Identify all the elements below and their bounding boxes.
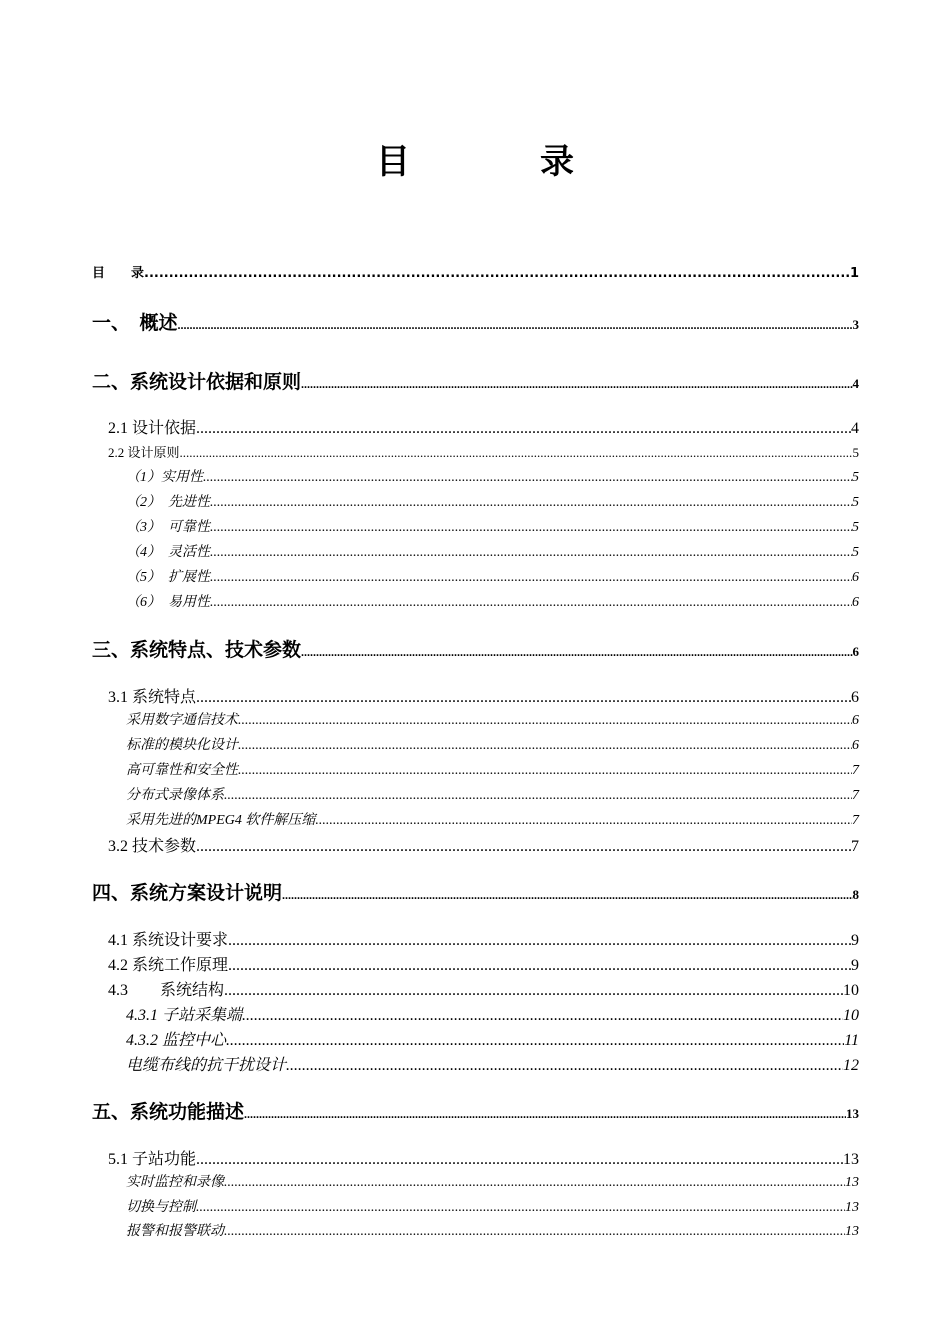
toc-label: 4.3.2 监控中心 [126,1032,227,1049]
toc-label: （5） 扩展性 [126,570,210,585]
toc-leader [180,445,853,461]
toc-label: 4.2 系统工作原理 [108,957,229,974]
toc-entry[interactable] [126,1196,859,1216]
toc-page: 6 [852,713,859,728]
toc-label: 电缆布线的抗干扰设计 [126,1057,287,1074]
toc-entry[interactable] [126,809,859,829]
toc-leader [242,1007,843,1025]
toc-label: 4.3 系统结构 [108,982,225,999]
toc-leader [315,813,852,829]
toc-leader [210,520,852,536]
toc-leader [238,763,852,779]
toc-entry[interactable] [126,541,859,561]
toc-leader [210,545,852,561]
toc-leader [238,713,852,729]
toc-page: 6 [852,644,859,659]
toc-leader [196,838,851,856]
toc-label: 四、系统方案设计说明 [92,882,283,904]
toc-label: 二、系统设计依据和原则 [92,371,302,393]
toc-leader [210,495,852,511]
toc-entry[interactable] [126,784,859,804]
toc-page: 6 [851,689,859,706]
toc-page: 12 [843,1057,859,1074]
toc-leader [301,645,852,660]
toc-label: （6） 易用性 [126,595,210,610]
toc-label: 4.1 系统设计要求 [108,932,229,949]
toc-leader [196,1200,845,1216]
toc-page: 7 [852,788,859,803]
toc-leader [282,888,852,903]
toc-entry[interactable] [92,262,859,281]
toc-entry[interactable] [92,308,859,335]
toc-entry[interactable] [108,442,859,461]
toc-page: 7 [851,838,859,855]
toc-page: 13 [845,1175,859,1190]
toc-leader [286,1057,843,1075]
toc-label: （1）实用性 [126,470,203,485]
toc-page: 6 [852,738,859,753]
toc-entry[interactable] [126,734,859,754]
toc-label: 标准的模块化设计 [126,738,238,753]
toc-label: 3.2 技术参数 [108,838,197,855]
toc-page: 5 [852,445,859,460]
toc-page: 6 [852,595,859,610]
toc-leader [224,1224,845,1240]
toc-page: 3 [852,317,859,332]
toc-label: 一、 概述 [92,312,178,334]
toc-entry[interactable] [108,1146,859,1169]
toc-entry[interactable] [92,878,859,905]
toc-page: 13 [845,1200,859,1215]
toc-leader [228,932,851,950]
toc-entry[interactable] [126,491,859,511]
toc-entry[interactable] [126,516,859,536]
toc-label: （4） 灵活性 [126,545,210,560]
toc-page: 7 [852,813,859,828]
toc-page: 4 [851,420,859,437]
toc-page: 5 [852,470,859,485]
toc-leader [178,318,853,333]
toc-page: 13 [846,1106,859,1121]
toc-leader [196,689,851,707]
toc-entry[interactable] [108,833,859,856]
toc-entry[interactable] [126,709,859,729]
toc-label: 2.2 设计原则 [108,445,180,460]
toc-entry[interactable] [126,1027,859,1050]
toc-entry[interactable] [126,759,859,779]
toc-leader [244,1107,846,1122]
toc-label: （3） 可靠性 [126,520,210,535]
toc-page: 1 [849,266,859,281]
toc-entry[interactable] [126,1171,859,1191]
toc-page: 5 [852,520,859,535]
toc-leader [228,957,851,975]
toc-page: 4 [852,376,859,391]
toc-page: 9 [851,932,859,949]
toc-label: 4.3.1 子站采集端 [126,1007,243,1024]
toc-page: 13 [845,1224,859,1239]
toc-entry[interactable] [108,952,859,975]
toc-label: 三、系统特点、技术参数 [92,639,302,661]
toc-page: 9 [851,957,859,974]
toc-leader [238,738,852,754]
toc-leader [224,982,843,1000]
toc-entry[interactable] [108,415,859,438]
toc-entry[interactable] [92,1097,859,1124]
toc-label: 实时监控和录像 [126,1175,224,1190]
toc-label: 5.1 子站功能 [108,1151,197,1168]
toc-leader [144,266,850,281]
toc-page: 10 [843,982,859,999]
toc-entry[interactable] [126,466,859,486]
toc-leader [224,788,852,804]
toc-entry[interactable] [126,1002,859,1025]
toc-label: 分布式录像体系 [126,788,224,803]
toc-leader [210,595,852,611]
toc-entry[interactable] [92,635,859,662]
toc-entry[interactable] [108,684,859,707]
toc-label: 采用先进的MPEG4 软件解压缩 [126,813,316,828]
toc-leader [203,470,852,486]
toc-label: 报警和报警联动 [126,1224,224,1239]
toc-leader [210,570,852,586]
toc-entry[interactable] [126,1220,859,1240]
toc-entry[interactable] [108,977,859,1000]
toc-label: 目 录 [92,266,145,281]
toc-page: 6 [852,570,859,585]
toc-leader [196,1151,843,1169]
toc-page: 13 [843,1151,859,1168]
toc-label: 切换与控制 [126,1200,196,1215]
toc-label: 五、系统功能描述 [92,1101,245,1123]
toc-page: 11 [844,1032,859,1049]
toc-leader [224,1175,845,1191]
page-title: 目 录 [376,142,622,182]
toc-entry[interactable] [108,927,859,950]
toc-entry[interactable] [126,591,859,611]
toc-label: 采用数字通信技术 [126,713,238,728]
toc-page: 10 [843,1007,859,1024]
toc-page: 5 [852,545,859,560]
toc-label: （2） 先进性 [126,495,210,510]
toc-label: 高可靠性和安全性 [126,763,238,778]
toc-label: 3.1 系统特点 [108,689,197,706]
toc-leader [226,1032,844,1050]
toc-entry[interactable] [126,1052,859,1075]
toc-label: 2.1 设计依据 [108,420,197,437]
toc-page: 5 [852,495,859,510]
toc-entry[interactable] [126,566,859,586]
toc-page: 8 [852,887,859,902]
toc-leader [196,420,851,438]
toc-leader [301,377,852,392]
toc-entry[interactable] [92,367,859,394]
toc-page: 7 [852,763,859,778]
